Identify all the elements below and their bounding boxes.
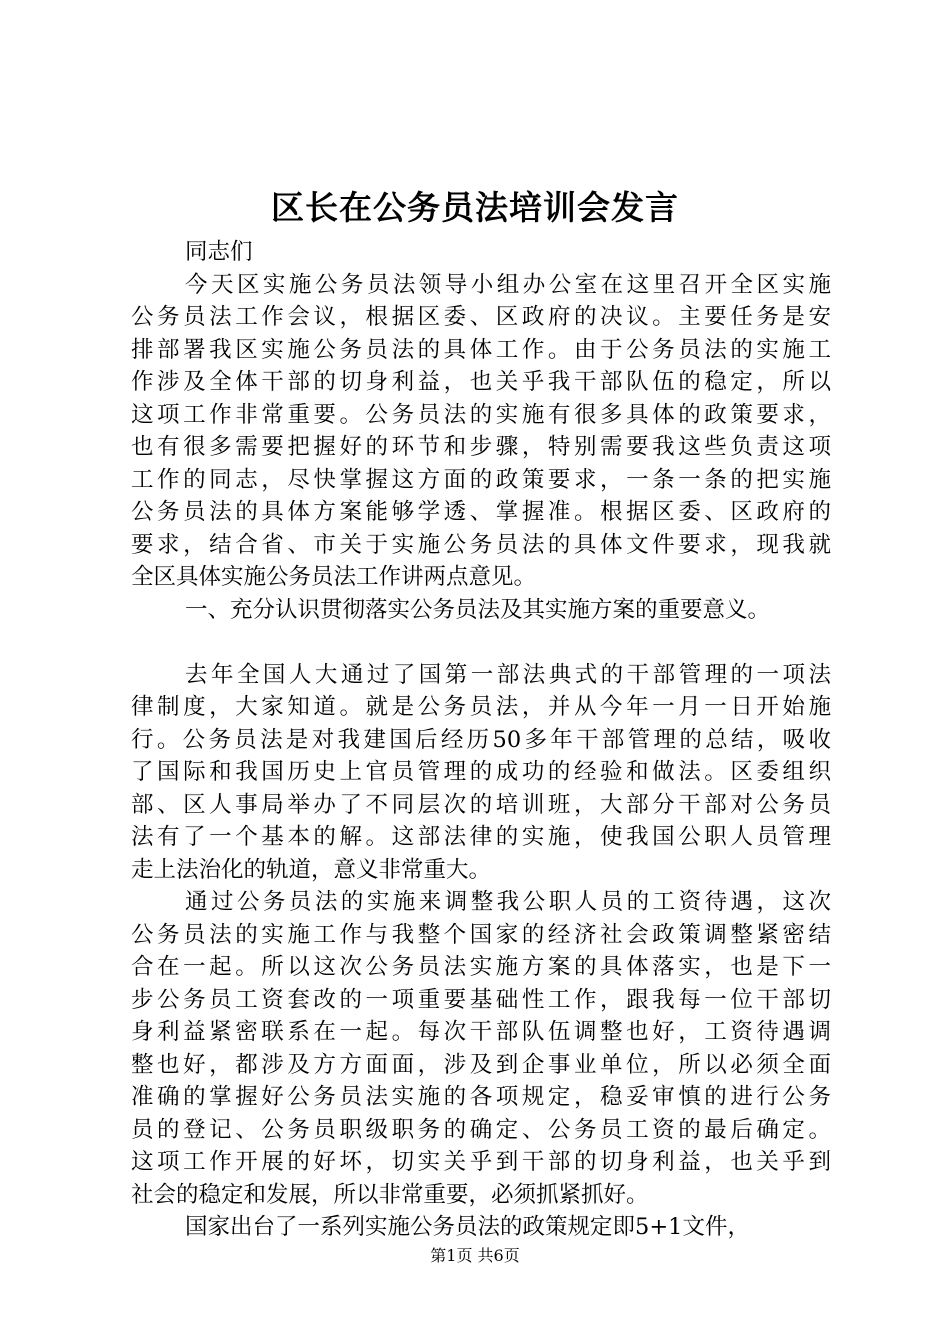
paragraph-line: 准确的掌握好公务员法实施的各项规定，稳妥审慎的进行公务: [131, 1084, 831, 1110]
paragraph-line: 全区具体实施公务员法工作讲两点意见。: [131, 564, 537, 590]
paragraph-line: 公务员法工作会议，根据区委、区政府的决议。主要任务是安: [131, 304, 831, 330]
paragraph-line: 工作的同志，尽快掌握这方面的政策要求，一条一条的把实施: [131, 466, 831, 493]
paragraph-line: 去年全国人大通过了国第一部法典式的干部管理的一项法: [185, 661, 831, 688]
paragraph-line: 公务员法的实施工作与我整个国家的经济社会政策调整紧密结: [131, 921, 831, 948]
paragraph-4: [131, 1211, 831, 1244]
paragraph-line: 走上法治化的轨道，意义非常重大。: [131, 856, 492, 883]
paragraph-line: 整也好，都涉及方方面面，涉及到企事业单位，所以必须全面: [131, 1051, 831, 1078]
document-body: [131, 236, 831, 1244]
page-number-footer: 第1页 共6页: [430, 1246, 520, 1265]
paragraph-line: 通过公务员法的实施来调整我公职人员的工资待遇，这次: [185, 889, 831, 915]
paragraph-line: 身利益紧密联系在一起。每次干部队伍调整也好，工资待遇调: [131, 1019, 831, 1045]
paragraph-line: 今天区实施公务员法领导小组办公室在这里召开全区实施: [185, 271, 831, 298]
paragraph-line: 员的登记、公务员职级职务的确定、公务员工资的最后确定。: [131, 1116, 831, 1143]
paragraph-line: 了国际和我国历史上官员管理的成功的经验和做法。区委组织: [131, 759, 831, 785]
paragraph-line: 这项工作开展的好坏，切实关乎到干部的切身利益，也关乎到: [131, 1149, 831, 1175]
paragraph-line: 步公务员工资套改的一项重要基础性工作，跟我每一位干部切: [131, 986, 831, 1013]
paragraph-line: 国家出台了一系列实施公务员法的政策规定即5+1文件，: [185, 1214, 750, 1240]
salutation: 同志们: [185, 239, 253, 265]
paragraph-line: 社会的稳定和发展，所以非常重要，必须抓紧抓好。: [131, 1181, 649, 1208]
paragraph-line: 合在一起。所以这次公务员法实施方案的具体落实，也是下一: [131, 954, 831, 980]
paragraph-1: [131, 269, 831, 594]
paragraph-line: 也有很多需要把握好的环节和步骤，特别需要我这些负责这项: [131, 434, 831, 460]
paragraph-line: 律制度，大家知道。就是公务员法，并从今年一月一日开始施: [131, 694, 831, 720]
paragraph-line: 法有了一个基本的解。这部法律的实施，使我国公职人员管理: [131, 824, 831, 850]
blank-line: [131, 626, 831, 659]
paragraph-line: 作涉及全体干部的切身利益，也关乎我干部队伍的稳定，所以: [131, 369, 831, 395]
document-title: 区长在公务员法培训会发言: [271, 188, 679, 227]
paragraph-line: 要求，结合省、市关于实施公务员法的具体文件要求，现我就: [131, 531, 831, 558]
paragraph-2: [131, 659, 831, 887]
paragraph-line: 排部署我区实施公务员法的具体工作。由于公务员法的实施工: [131, 336, 831, 363]
paragraph-line: 行。公务员法是对我建国后经历50多年干部管理的总结，吸收: [131, 726, 831, 753]
paragraph-line: 公务员法的具体方案能够学透、掌握准。根据区委、区政府的: [131, 499, 831, 525]
paragraph-line: 这项工作非常重要。公务员法的实施有很多具体的政策要求，: [131, 401, 831, 428]
section-heading: 一、充分认识贯彻落实公务员法及其实施方案的重要意义。: [185, 596, 771, 623]
paragraph-line: 部、区人事局举办了不同层次的培训班，大部分干部对公务员: [131, 791, 831, 818]
paragraph-3: [131, 886, 831, 1211]
